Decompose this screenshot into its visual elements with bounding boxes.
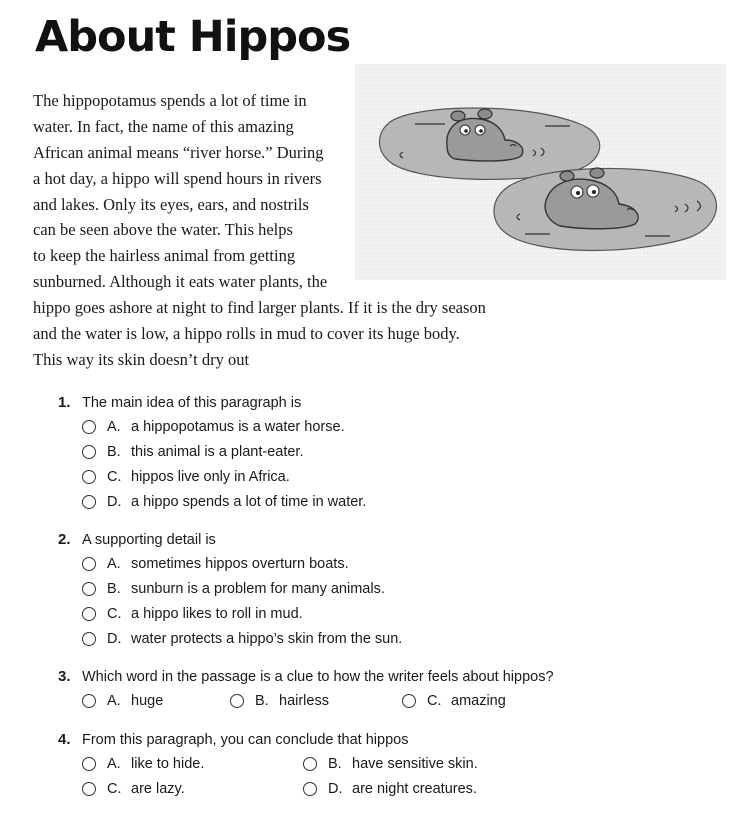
- worksheet-title: About Hippos: [35, 12, 351, 62]
- passage-line: can be seen above the water. This helps: [33, 220, 293, 240]
- q3-option-c[interactable]: [402, 693, 506, 709]
- radio-bubble-icon[interactable]: [82, 582, 96, 596]
- option-text: sometimes hippos overturn boats.: [131, 556, 349, 572]
- question-3: [58, 668, 554, 685]
- radio-bubble-icon[interactable]: [82, 607, 96, 621]
- hippos-in-water-illustration: [355, 64, 726, 280]
- option-text: a hippopotamus is a water horse.: [131, 419, 345, 435]
- q4-option-d[interactable]: [303, 781, 477, 797]
- passage-line: African animal means “river horse.” During: [33, 142, 324, 162]
- question-stem: Which word in the passage is a clue to how the writer feels about hippos?: [82, 669, 554, 685]
- radio-bubble-icon[interactable]: [82, 757, 96, 771]
- option-text: hippos live only in Africa.: [131, 469, 290, 485]
- option-letter: C.: [107, 781, 122, 797]
- option-text: have sensitive skin.: [352, 756, 478, 772]
- radio-bubble-icon[interactable]: [82, 495, 96, 509]
- passage-line: The hippopotamus spends a lot of time in: [33, 91, 307, 110]
- option-text: amazing: [451, 693, 506, 709]
- option-letter: C.: [427, 693, 442, 709]
- option-text: this animal is a plant-eater.: [131, 444, 304, 460]
- question-stem: A supporting detail is: [82, 532, 216, 548]
- radio-bubble-icon[interactable]: [82, 632, 96, 646]
- option-letter: C.: [107, 469, 122, 485]
- q3-option-b[interactable]: [230, 693, 329, 709]
- option-text: are night creatures.: [352, 781, 477, 797]
- option-text: a hippo likes to roll in mud.: [131, 606, 303, 622]
- radio-bubble-icon[interactable]: [82, 557, 96, 571]
- q3-option-a[interactable]: [82, 693, 163, 709]
- passage-line: water. In fact, the name of this amazing: [33, 116, 294, 136]
- radio-bubble-icon[interactable]: [82, 420, 96, 434]
- option-text: are lazy.: [131, 781, 185, 797]
- passage-line: This way its skin doesn’t dry out: [33, 349, 250, 369]
- option-letter: A.: [107, 419, 121, 435]
- option-letter: A.: [107, 756, 121, 772]
- radio-bubble-icon[interactable]: [230, 694, 244, 708]
- question-number: 3.: [58, 668, 71, 685]
- option-text: water protects a hippo’s skin from the sun.: [131, 631, 403, 647]
- q4-option-b[interactable]: [303, 756, 478, 772]
- passage-line: to keep the hairless animal from getting: [33, 246, 296, 266]
- radio-bubble-icon[interactable]: [402, 694, 416, 708]
- q1-option-d[interactable]: [82, 494, 366, 510]
- radio-bubble-icon[interactable]: [82, 470, 96, 484]
- option-letter: B.: [107, 444, 121, 460]
- option-text: a hippo spends a lot of time in water.: [131, 494, 367, 510]
- passage-line: a hot day, a hippo will spend hours in rivers: [33, 168, 322, 188]
- option-letter: B.: [328, 756, 342, 772]
- option-text: huge: [131, 693, 164, 709]
- question-4: [58, 731, 408, 748]
- passage-line: sunburned. Although it eats water plants, the: [33, 272, 328, 292]
- radio-bubble-icon[interactable]: [82, 782, 96, 796]
- q1-option-b[interactable]: [82, 444, 303, 460]
- q1-option-a[interactable]: [82, 419, 345, 435]
- option-text: sunburn is a problem for many animals.: [131, 581, 385, 597]
- radio-bubble-icon[interactable]: [303, 782, 317, 796]
- q4-option-a[interactable]: [82, 756, 204, 772]
- passage-line: and lakes. Only its eyes, ears, and nostrils: [33, 194, 309, 214]
- radio-bubble-icon[interactable]: [82, 445, 96, 459]
- option-letter: D.: [107, 631, 122, 647]
- q2-option-a[interactable]: [82, 556, 349, 572]
- question-number: 2.: [58, 531, 71, 548]
- passage-line: hippo goes ashore at night to find larger plants. If it is the dry season: [33, 298, 486, 318]
- question-stem: The main idea of this paragraph is: [82, 395, 302, 411]
- option-letter: A.: [107, 693, 121, 709]
- q2-option-b[interactable]: [82, 581, 385, 597]
- option-letter: B.: [107, 581, 121, 597]
- q1-option-c[interactable]: [82, 469, 290, 485]
- question-1: [58, 394, 301, 411]
- radio-bubble-icon[interactable]: [82, 694, 96, 708]
- q4-option-c[interactable]: [82, 781, 185, 797]
- radio-bubble-icon[interactable]: [303, 757, 317, 771]
- option-letter: C.: [107, 606, 122, 622]
- question-stem: From this paragraph, you can conclude that hippos: [82, 732, 409, 748]
- option-letter: D.: [328, 781, 343, 797]
- option-letter: D.: [107, 494, 122, 510]
- q2-option-c[interactable]: [82, 606, 303, 622]
- question-number: 1.: [58, 394, 71, 411]
- option-text: hairless: [279, 693, 329, 709]
- option-text: like to hide.: [131, 756, 205, 772]
- question-2: [58, 531, 216, 548]
- passage-line: and the water is low, a hippo rolls in mud to cover its huge body.: [33, 324, 460, 344]
- option-letter: A.: [107, 556, 121, 572]
- option-letter: B.: [255, 693, 269, 709]
- question-number: 4.: [58, 731, 71, 748]
- q2-option-d[interactable]: [82, 631, 402, 647]
